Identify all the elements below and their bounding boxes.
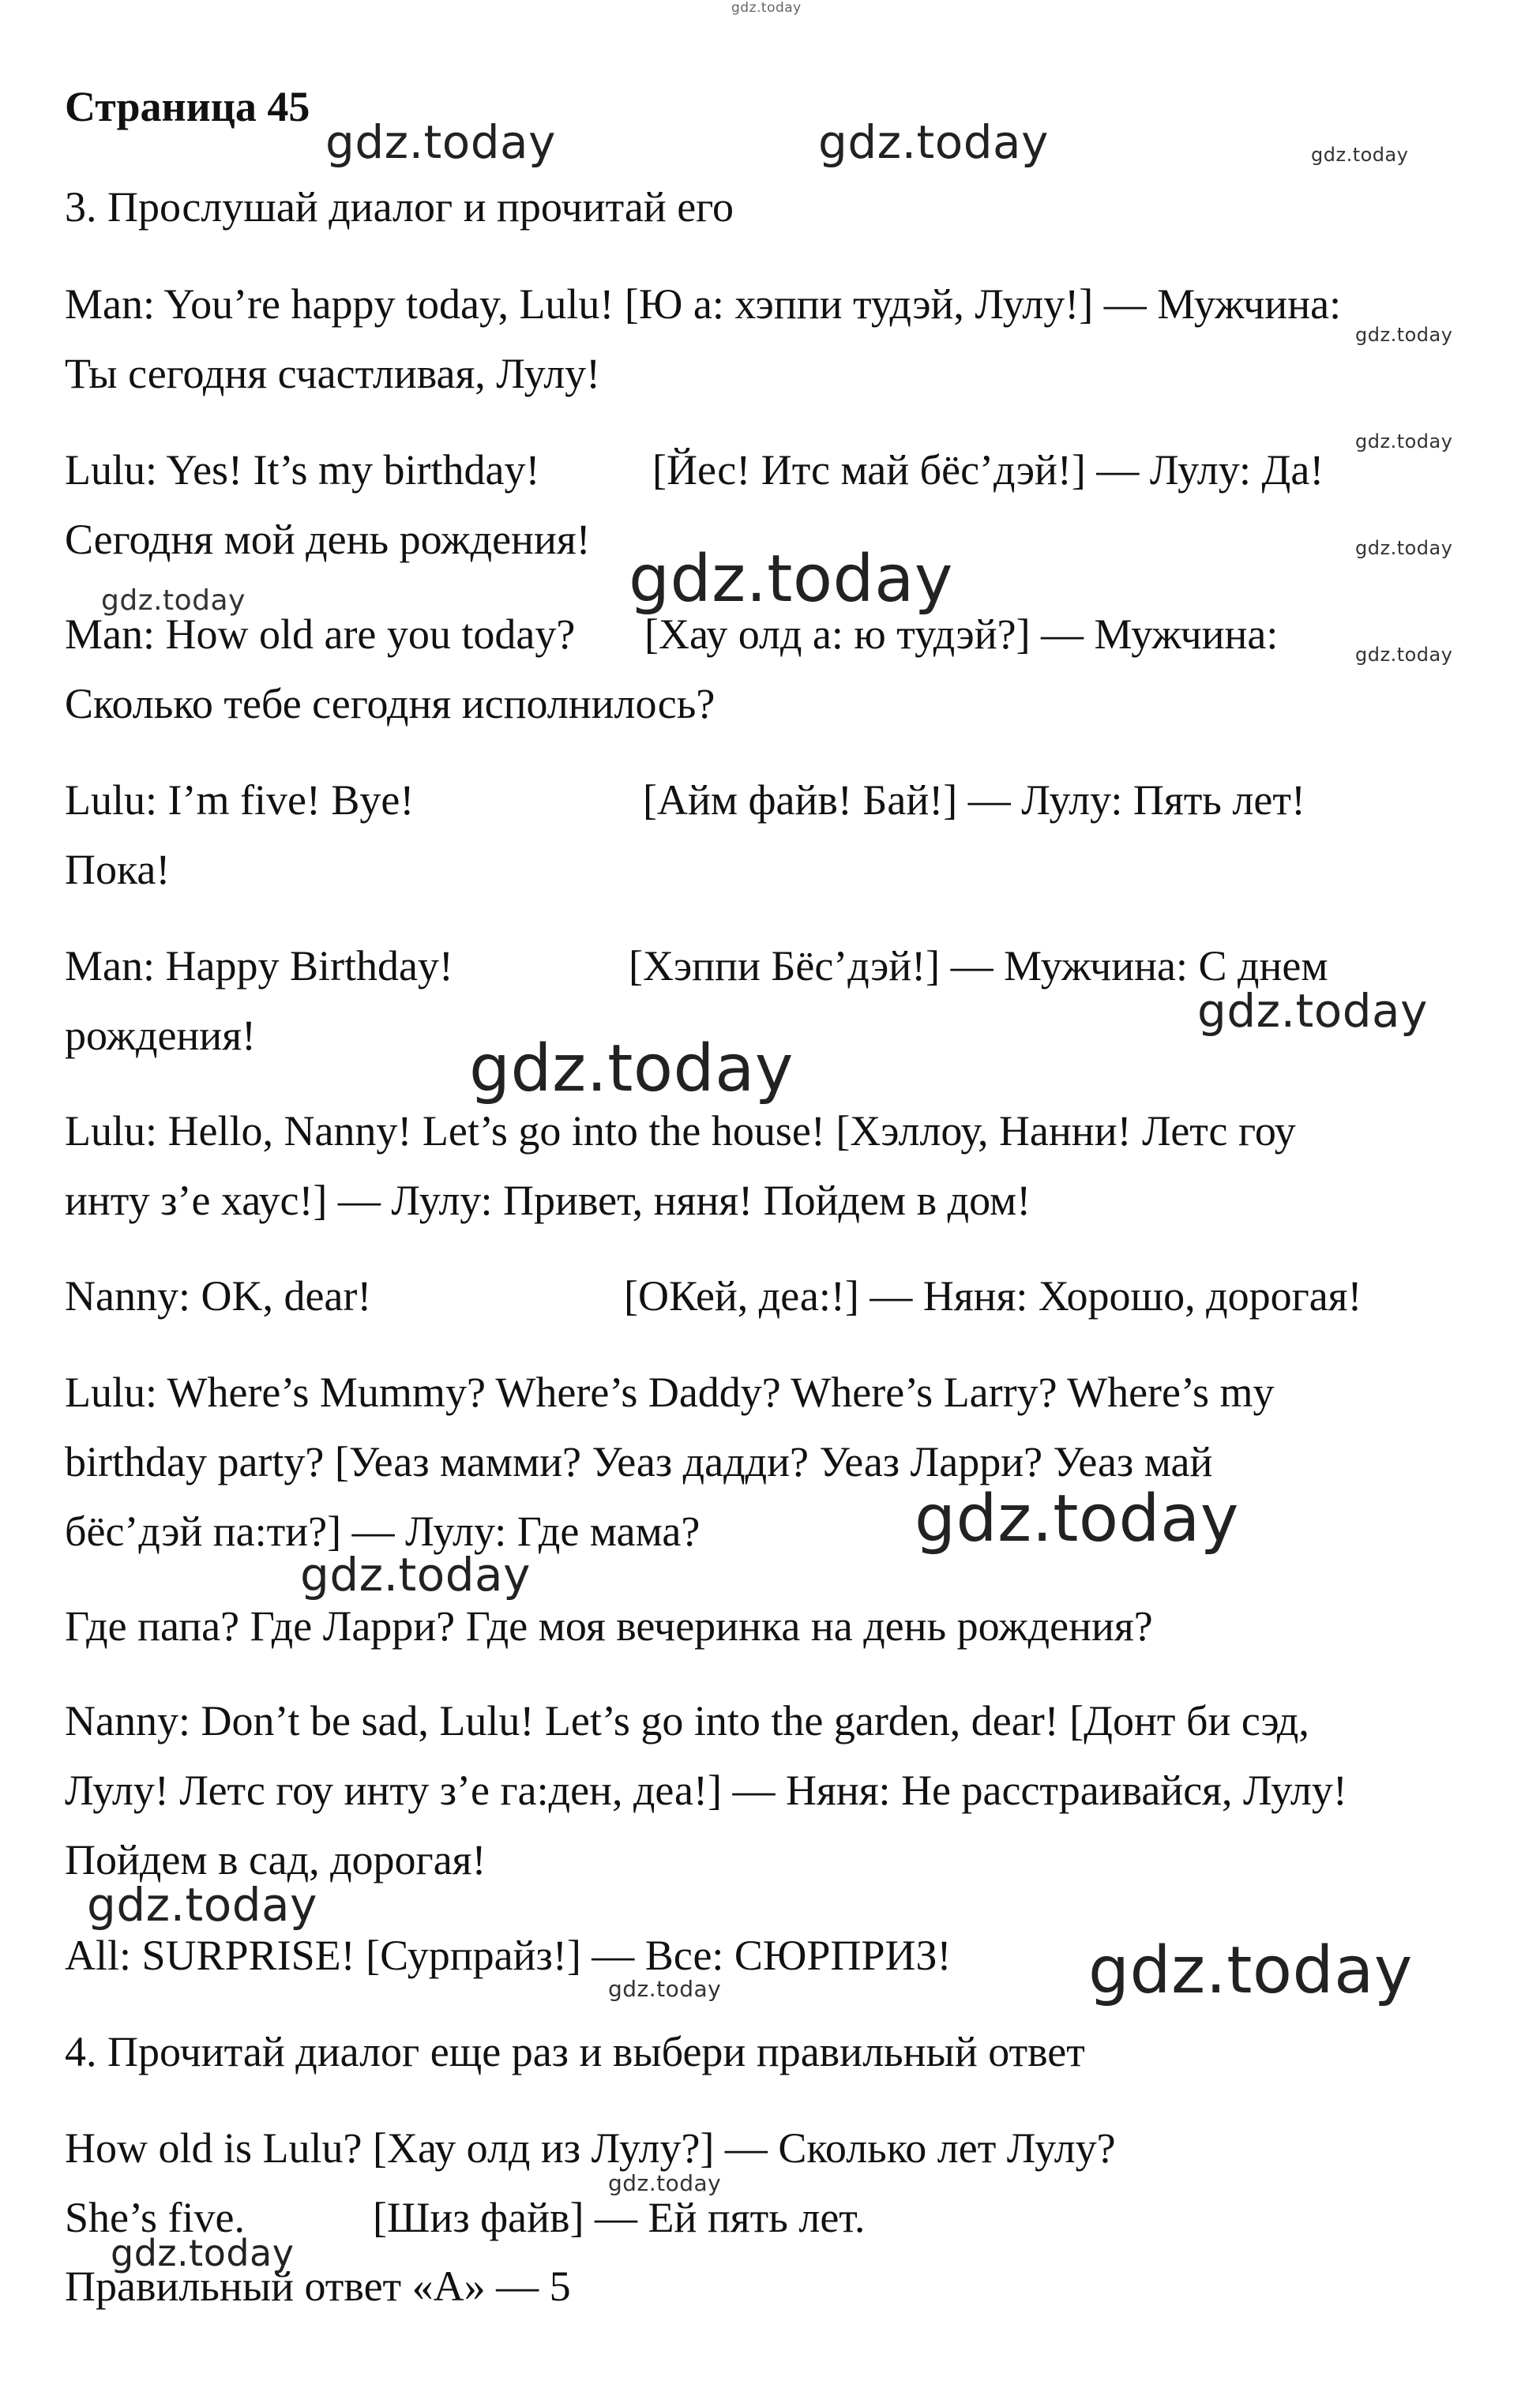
task3-title: 3. Прослушай диалог и прочитай его	[65, 183, 734, 231]
watermark: gdz.today	[608, 2170, 722, 2196]
dialogue-line-9a: Nanny: Don’t be sad, Lulu! Let’s go into the garden, dear! [Донт би сэд,	[65, 1697, 1309, 1744]
dialogue-line-4a: Lulu: I’m five! Bye!	[65, 776, 415, 824]
dialogue-line-6b: инту з’е хаус!] — Лулу: Привет, няня! Пойдем в дом!	[65, 1177, 1031, 1224]
dialogue-line-8b: birthday party? [Уеаз мамми? Уеаз дадди? Уеаз Ларри? Уеаз май	[65, 1438, 1213, 1485]
dialogue-line-3a: Man: How old are you today?	[65, 610, 576, 658]
watermark: gdz.today	[1197, 984, 1428, 1038]
watermark: gdz.today	[469, 1031, 794, 1106]
dialogue-line-5b: рождения!	[65, 1012, 257, 1059]
watermark: gdz.today	[608, 1976, 722, 2002]
watermark: gdz.today	[915, 1482, 1239, 1557]
dialogue-line-6a: Lulu: Hello, Nanny! Let’s go into the house! [Хэллоу, Нанни! Летс гоу	[65, 1107, 1296, 1155]
watermark: gdz.today	[111, 2232, 295, 2274]
task4-question: How old is Lulu? [Хау олд из Лулу?] — Сколько лет Лулу?	[65, 2124, 1116, 2172]
task4-answer-translit: [Шиз файв] — Ей пять лет.	[373, 2194, 866, 2241]
dialogue-line-2b: Сегодня мой день рождения!	[65, 516, 591, 563]
dialogue-line-2a-translit: [Йес! Итс май бёс’дэй!] — Лулу: Да!	[652, 446, 1324, 494]
watermark: gdz.today	[1355, 644, 1453, 666]
task4-title: 4. Прочитай диалог еще раз и выбери правильный ответ	[65, 2028, 1085, 2075]
dialogue-line-5a-translit: [Хэппи Бёс’дэй!] — Мужчина: С днем	[629, 942, 1328, 990]
watermark: gdz.today	[87, 1878, 317, 1932]
dialogue-line-3a-translit: [Хау олд а: ю тудэй?] — Мужчина:	[644, 610, 1279, 658]
watermark: gdz.today	[818, 115, 1049, 169]
dialogue-line-9b: Лулу! Летс гоу инту з’е га:ден, деа!] — Няня: Не расстраивайся, Лулу!	[65, 1767, 1347, 1814]
watermark: gdz.today	[101, 584, 246, 617]
dialogue-line-10a: All: SURPRISE! [Сурпрайз!] — Все: СЮРПРИЗ!	[65, 1932, 952, 1979]
watermark: gdz.today	[300, 1548, 531, 1602]
task4-answer: She’s five.	[65, 2194, 245, 2241]
watermark: gdz.today	[629, 542, 953, 617]
dialogue-line-8d: Где папа? Где Ларри? Где моя вечеринка на день рождения?	[65, 1602, 1153, 1650]
watermark: gdz.today	[1355, 537, 1453, 559]
dialogue-line-7a-translit: [ОКей, деа:!] — Няня: Хорошо, дорогая!	[624, 1272, 1362, 1320]
watermark-top: gdz.today	[731, 0, 802, 16]
watermark: gdz.today	[1088, 1933, 1413, 2008]
dialogue-line-1a: Man: You’re happy today, Lulu! [Ю а: хэппи тудэй, Лулу!] — Мужчина:	[65, 280, 1342, 328]
dialogue-line-7a: Nanny: OK, dear!	[65, 1272, 372, 1320]
dialogue-line-1b: Ты сегодня счастливая, Лулу!	[65, 350, 601, 397]
dialogue-line-8a: Lulu: Where’s Mummy? Where’s Daddy? Where’s Larry? Where’s my	[65, 1369, 1275, 1416]
task4-correct-answer: Правильный ответ «А» — 5	[65, 2263, 571, 2310]
dialogue-line-4a-translit: [Айм файв! Бай!] — Лулу: Пять лет!	[643, 776, 1305, 824]
dialogue-line-5a: Man: Happy Birthday!	[65, 942, 453, 990]
watermark: gdz.today	[325, 115, 556, 169]
page-title: Страница 45	[65, 83, 310, 130]
dialogue-line-9c: Пойдем в сад, дорогая!	[65, 1836, 486, 1883]
dialogue-line-4b: Пока!	[65, 846, 171, 893]
watermark: gdz.today	[1355, 430, 1453, 453]
dialogue-line-8c: бёс’дэй па:ти?] — Лулу: Где мама?	[65, 1508, 701, 1555]
dialogue-line-2a: Lulu: Yes! It’s my birthday!	[65, 446, 540, 494]
watermark: gdz.today	[1311, 144, 1409, 166]
dialogue-line-3b: Сколько тебе сегодня исполнилось?	[65, 680, 716, 727]
watermark: gdz.today	[1355, 324, 1453, 346]
